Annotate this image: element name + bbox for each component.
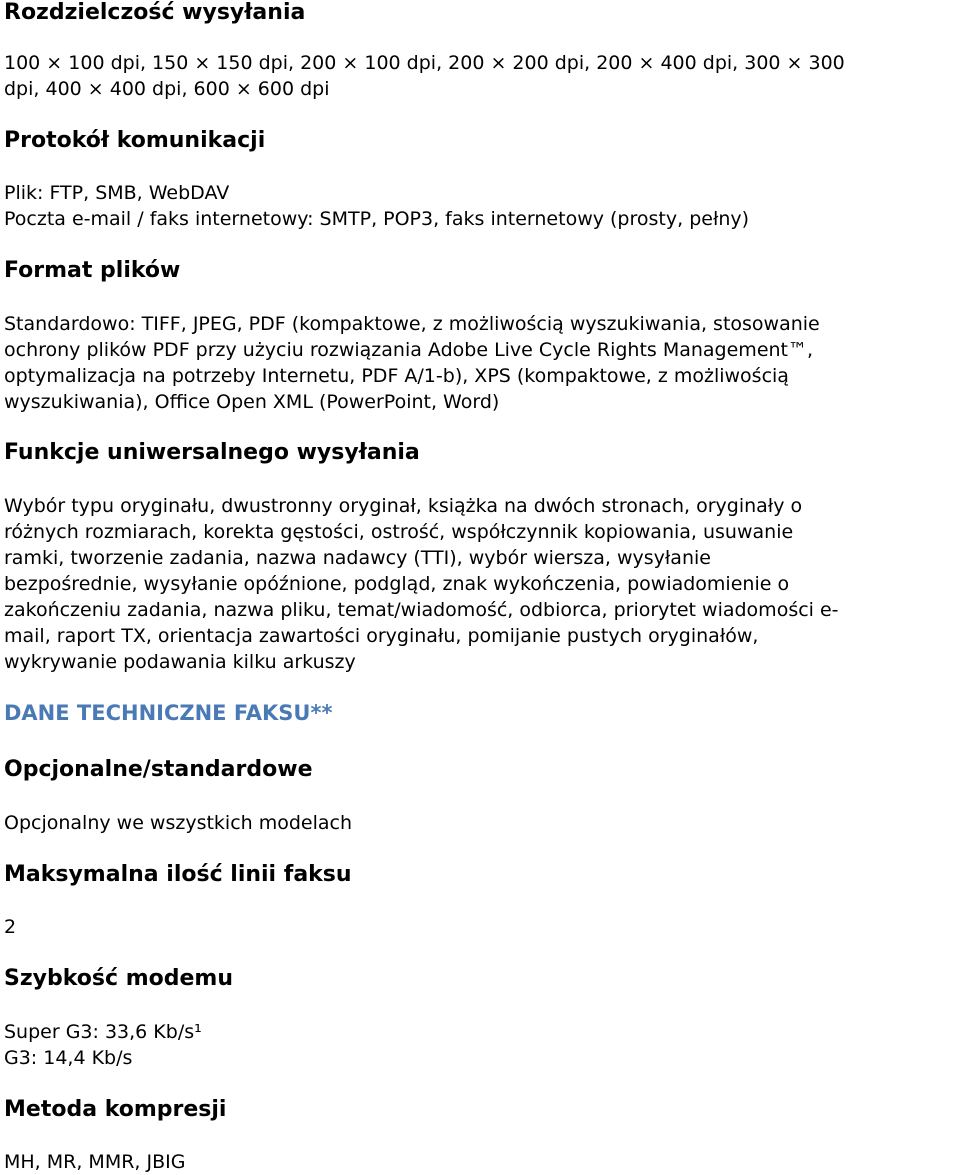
text-line: zakończeniu zadania, nazwa pliku, temat/wiadomość, odbiorca, priorytet wiadomości e- <box>4 599 839 621</box>
text-send-resolution <box>4 50 845 102</box>
text-line: mail, raport TX, orientacja zawartości oryginału, pomijanie pustych oryginałów, <box>4 625 759 647</box>
text-optional-standard <box>4 810 352 836</box>
text-line: 2 <box>4 916 17 938</box>
text-line: Wybór typu oryginału, dwustronny oryginał, książka na dwóch stronach, oryginały o <box>4 495 803 517</box>
heading-send-resolution: Rozdzielczość wysyłania <box>4 0 306 25</box>
text-communication-protocol <box>4 180 749 232</box>
text-line: MH, MR, MMR, JBIG <box>4 1151 186 1173</box>
text-line: ramki, tworzenie zadania, nazwa nadawcy (TTI), wybór wiersza, wysyłanie <box>4 547 711 569</box>
heading-file-format: Format plików <box>4 258 181 283</box>
text-line: dpi, 400 × 400 dpi, 600 × 600 dpi <box>4 78 330 100</box>
heading-universal-send-functions: Funkcje uniwersalnego wysyłania <box>4 440 420 465</box>
text-file-format <box>4 311 820 415</box>
text-line: Opcjonalny we wszystkich modelach <box>4 812 353 834</box>
heading-modem-speed: Szybkość modemu <box>4 966 233 991</box>
text-line: ochrony plików PDF przy użyciu rozwiązania Adobe Live Cycle Rights Management™, <box>4 339 814 361</box>
heading-max-fax-lines: Maksymalna ilość linii faksu <box>4 862 352 887</box>
text-line: Standardowo: TIFF, JPEG, PDF (kompaktowe, z możliwością wyszukiwania, stosowanie <box>4 313 820 335</box>
text-line: wykrywanie podawania kilku arkuszy <box>4 651 356 673</box>
fax-specs-section-title: DANE TECHNICZNE FAKSU** <box>4 701 333 725</box>
text-line: 100 × 100 dpi, 150 × 150 dpi, 200 × 100 dpi, 200 × 200 dpi, 200 × 400 dpi, 300 × 300 <box>4 52 845 74</box>
text-max-fax-lines <box>4 914 16 940</box>
heading-compression-method: Metoda kompresji <box>4 1097 227 1122</box>
text-line: różnych rozmiarach, korekta gęstości, ostrość, współczynnik kopiowania, usuwanie <box>4 521 794 543</box>
text-line: Poczta e-mail / faks internetowy: SMTP, POP3, faks internetowy (prosty, pełny) <box>4 208 750 230</box>
heading-optional-standard: Opcjonalne/standardowe <box>4 757 313 782</box>
text-line: Plik: FTP, SMB, WebDAV <box>4 182 230 204</box>
heading-communication-protocol: Protokół komunikacji <box>4 128 266 153</box>
text-modem-speed <box>4 1019 202 1071</box>
text-line: bezpośrednie, wysyłanie opóźnione, podgląd, znak wykończenia, powiadomienie o <box>4 573 790 595</box>
text-line: optymalizacja na potrzeby Internetu, PDF A/1-b), XPS (kompaktowe, z możliwością <box>4 365 789 387</box>
text-line: G3: 14,4 Kb/s <box>4 1047 133 1069</box>
text-universal-send-functions <box>4 493 839 675</box>
text-line: Super G3: 33,6 Kb/s¹ <box>4 1021 202 1043</box>
text-compression-method <box>4 1149 185 1175</box>
text-line: wyszukiwania), Office Open XML (PowerPoint, Word) <box>4 391 500 413</box>
